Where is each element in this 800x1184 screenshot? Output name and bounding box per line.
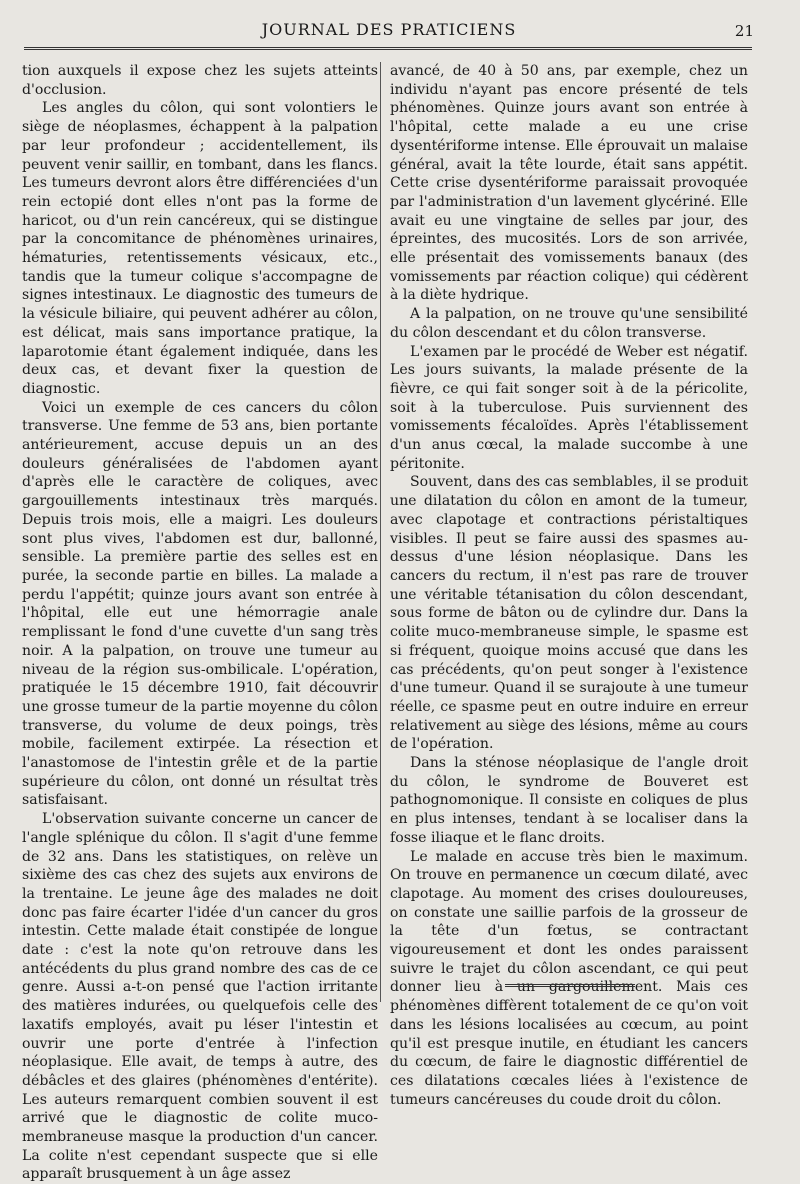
paragraph: Souvent, dans des cas semblables, il se produit une dilatation du côlon en amont de la tumeur, avec clapotage et contractions péristaltiques visibles. Il peut se faire aussi des spasmes au-dessus d'une lésion néoplasique. Dans les cancers du rectum, il n'est pas rare de trouver une véritable tétanisation du côlon descendant, sous forme de bâton ou de cylindre dur. Dans la colite muco-membraneuse simple, le spasme est si fréquent, quoique moins accusé que dans les cas précédents, qu'on peut songer à l'existence d'une tumeur. Quand il se surajoute à une tumeur réelle, ce spasme peut en outre induire en erreur relativement au siège des lésions, même au cours de l'opération.: [390, 474, 748, 753]
paragraph: Dans la sténose néoplasique de l'angle droit du côlon, le syndrome de Bouveret est pathognomonique. Il consiste en coliques de plus en plus intenses, tendant à se localiser dans la fosse iliaque et le flanc droits.: [390, 755, 748, 846]
paragraph: avancé, de 40 à 50 ans, par exemple, chez un individu n'ayant pas encore présenté de tels phénomènes. Quinze jours avant son entrée à l'hôpital, cette malade a eu une crise dysentériforme intense. Elle éprouvait un malaise général, avait la tête lourde, était sans appétit. Cette crise dysentériforme paraissait provoquée par l'administration d'un lavement glycériné. Elle avait eu une vingtaine de selles par jour, des épreintes, des mucosités. Lors de son arrivée, elle présentait des vomissements banaux (des vomissements par réaction colique) qui cédèrent à la diète hydrique.: [390, 63, 748, 304]
paragraph: Voici un exemple de ces cancers du côlon transverse. Une femme de 53 ans, bien portante antérieurement, accuse depuis un an des douleurs généralisées de l'abdomen ayant d'après elle le caractère de coliques, avec gargouillements intestinaux très marqués. Depuis trois mois, elle a maigri. Les douleurs sont plus vives, l'abdomen est dur, ballonné, sensible. La première partie des selles est en purée, la seconde partie en billes. La malade a perdu l'appétit; quinze jours avant son entrée à l'hôpital, elle eut une hémorragie anale remplissant le fond d'une cuvette d'un sang très noir. A la palpation, on trouve une tumeur au niveau de la région sus-ombilicale. L'opération, pratiquée le 15 décembre 1910, fait découvrir une grosse tumeur de la partie moyenne du côlon transverse, du volume de deux poings, très mobile, facilement extirpée. La résection et l'anastomose de l'intestin grêle et de la partie supérieure du côlon, ont donné un résultat très satisfaisant.: [22, 399, 378, 809]
journal-title: JOURNAL DES PRATICIENS: [261, 20, 517, 39]
column-divider: [380, 62, 381, 1002]
paragraph: Le malade en accuse très bien le maximum. On trouve en permanence un cœcum dilaté, avec clapotage. Au moment des crises douloureuses, on constate une saillie parfois de la grosseur de la tête d'un fœtus, se contractant vigoureusement et dont les ondes paraissent suivre le trajet du côlon ascendant, ce qui peut donner lieu à un gargouillement. Mais ces phénomènes diffèrent totalement de ce qu'on voit dans les lésions localisées au cœcum, au point qu'il est presque inutile, en étudiant les cancers du cœcum, de faire le diagnostic différentiel de ces dilatations cœcales liées à l'existence de tumeurs cancéreuses du coude droit du côlon.: [390, 848, 748, 1108]
right-column: [390, 62, 748, 1109]
paragraph: A la palpation, on ne trouve qu'une sensibilité du côlon descendant et du côlon transverse.: [390, 306, 748, 341]
end-rule: [505, 984, 635, 987]
left-column: [22, 62, 378, 1184]
paragraph: tion auxquels il expose chez les sujets atteints d'occlusion.: [22, 63, 378, 98]
header-rule: [24, 47, 752, 50]
paragraph: L'examen par le procédé de Weber est négatif. Les jours suivants, la malade présente de la fièvre, ce qui fait songer soit à de la péricolite, soit à la tuberculose. Puis surviennent des vomissements fécaloïdes. Après l'établissement d'un anus cœcal, la malade succombe à une péritonite.: [390, 343, 748, 472]
page-number: 21: [734, 22, 754, 40]
paragraph: L'observation suivante concerne un cancer de l'angle splénique du côlon. Il s'agit d'une femme de 32 ans. Dans les statistiques, on relève un sixième des cas chez des sujets aux environs de la trentaine. Le jeune âge des malades ne doit donc pas faire écarter l'idée d'un cancer du gros intestin. Cette malade était constipée de longue date : c'est la note qu'on retrouve dans les antécédents du plus grand nombre des cas de ce genre. Aussi a-t-on pensé que l'action irritante des matières indurées, ou quelquefois celle des laxatifs employés, avait pu léser l'intestin et ouvrir une porte d'entrée à l'infection néoplasique. Elle avait, de temps à autre, des débâcles et des glaires (phénomènes d'entérite). Les auteurs remarquent combien souvent il est arrivé que le diagnostic de colite muco-membraneuse masque la production d'un cancer. La colite n'est cependant suspecte que si elle apparaît brusquement à un âge assez: [22, 811, 378, 1183]
paragraph: Les angles du côlon, qui sont volontiers le siège de néoplasmes, échappent à la palpation par leur profondeur ; accidentellement, ils peuvent venir saillir, en tombant, dans les flancs. Les tumeurs devront alors être différenciées d'un rein ectopié dont elles n'ont pas la forme de haricot, ou d'un rein cancéreux, qui se distingue par la concomitance de phénomènes urinaires, hématuries, retentissements vésicaux, etc., tandis que la tumeur colique s'accompagne de signes intestinaux. Le diagnostic des tumeurs de la vésicule biliaire, qui peuvent adhérer au côlon, est délicat, mais sans importance pratique, la laparotomie étant également indiquée, dans les deux cas, et devant fixer la question de diagnostic.: [22, 100, 378, 397]
page-header: [24, 18, 754, 48]
